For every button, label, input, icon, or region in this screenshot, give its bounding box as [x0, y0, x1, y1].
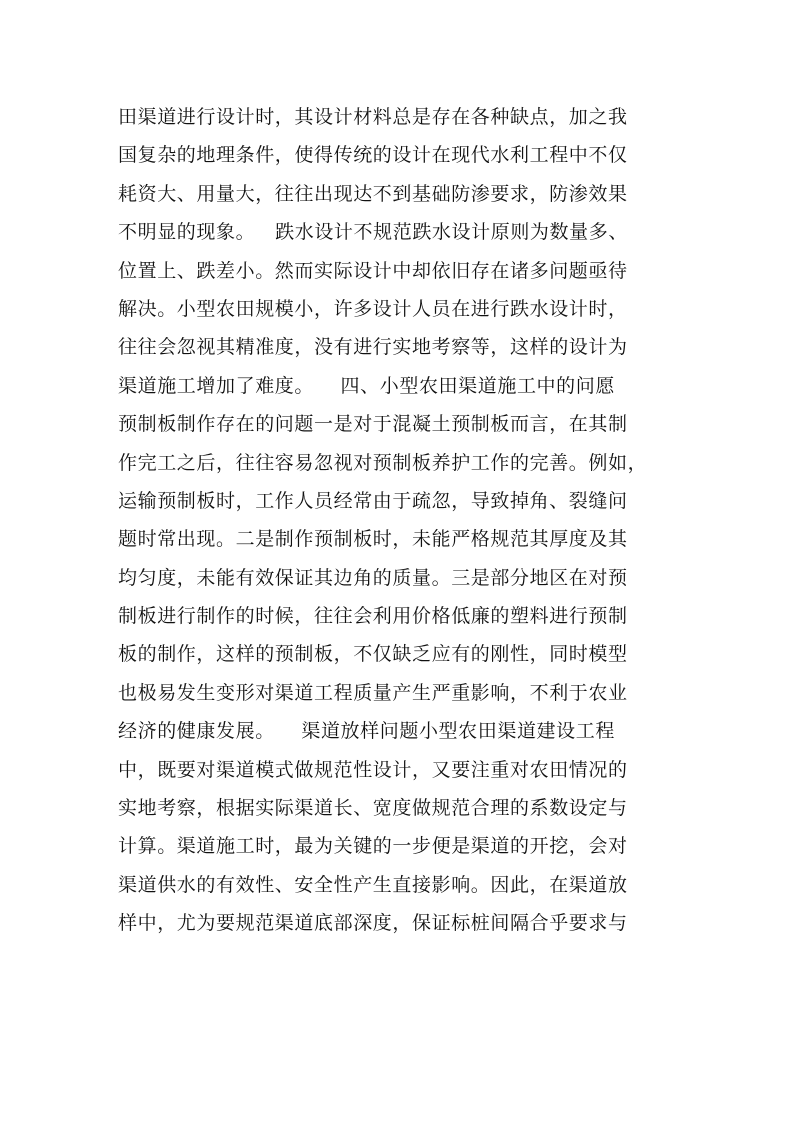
text-line: 制板进行制作的时候，往往会利用价格低廉的塑料进行预制 [118, 605, 628, 628]
text-line: 渠道施工增加了难度。 四、小型农田渠道施工中的问愿 [118, 374, 615, 397]
body-text [118, 98, 678, 943]
text-line: 位置上、跌差小。然而实际设计中却依旧存在诸多问题亟待 [118, 259, 628, 282]
text-line: 解决。小型农田规模小，许多设计人员在进行跌水设计时， [118, 297, 628, 320]
text-line: 作完工之后，往往容易忽视对预制板养护工作的完善。例如， [118, 451, 648, 474]
text-line: 中，既要对渠道模式做规范性设计，又要注重对农田情况的 [118, 758, 628, 781]
text-line: 渠道供水的有效性、安全性产生直接影响。因此，在渠道放 [118, 873, 628, 896]
text-line: 不明显的现象。 跌水设计不规范跌水设计原则为数量多、 [118, 221, 628, 244]
text-line: 国复杂的地理条件，使得传统的设计在现代水利工程中不仅 [118, 144, 628, 167]
text-line: 计算。渠道施工时，最为关键的一步便是渠道的开挖，会对 [118, 835, 628, 858]
text-line: 往往会忽视其精准度，没有进行实地考察等，这样的设计为 [118, 336, 628, 359]
text-line: 均匀度，未能有效保证其边角的质量。三是部分地区在对预 [118, 566, 628, 589]
text-line: 运输预制板时，工作人员经常由于疏忽，导致掉角、裂缝问 [118, 489, 628, 512]
text-line: 也极易发生变形对渠道工程质量产生严重影响，不利于农业 [118, 681, 628, 704]
text-line: 实地考察，根据实际渠道长、宽度做规范合理的系数设定与 [118, 797, 628, 820]
text-line: 题时常出现。二是制作预制板时，未能严格规范其厚度及其 [118, 528, 628, 551]
text-line: 田渠道进行设计时，其设计材料总是存在各种缺点，加之我 [118, 106, 628, 128]
text-line: 预制板制作存在的问题一是对于混凝土预制板而言，在其制 [118, 413, 628, 436]
text-line: 样中，尤为要规范渠道底部深度，保证标桩间隔合乎要求与 [118, 912, 628, 935]
text-line: 经济的健康发展。 渠道放样问题小型农田渠道建设工程 [118, 720, 615, 743]
text-line: 板的制作，这样的预制板，不仅缺乏应有的刚性，同时模型 [118, 643, 628, 666]
text-line: 耗资大、用量大，往往出现达不到基础防渗要求，防渗效果 [118, 182, 628, 205]
